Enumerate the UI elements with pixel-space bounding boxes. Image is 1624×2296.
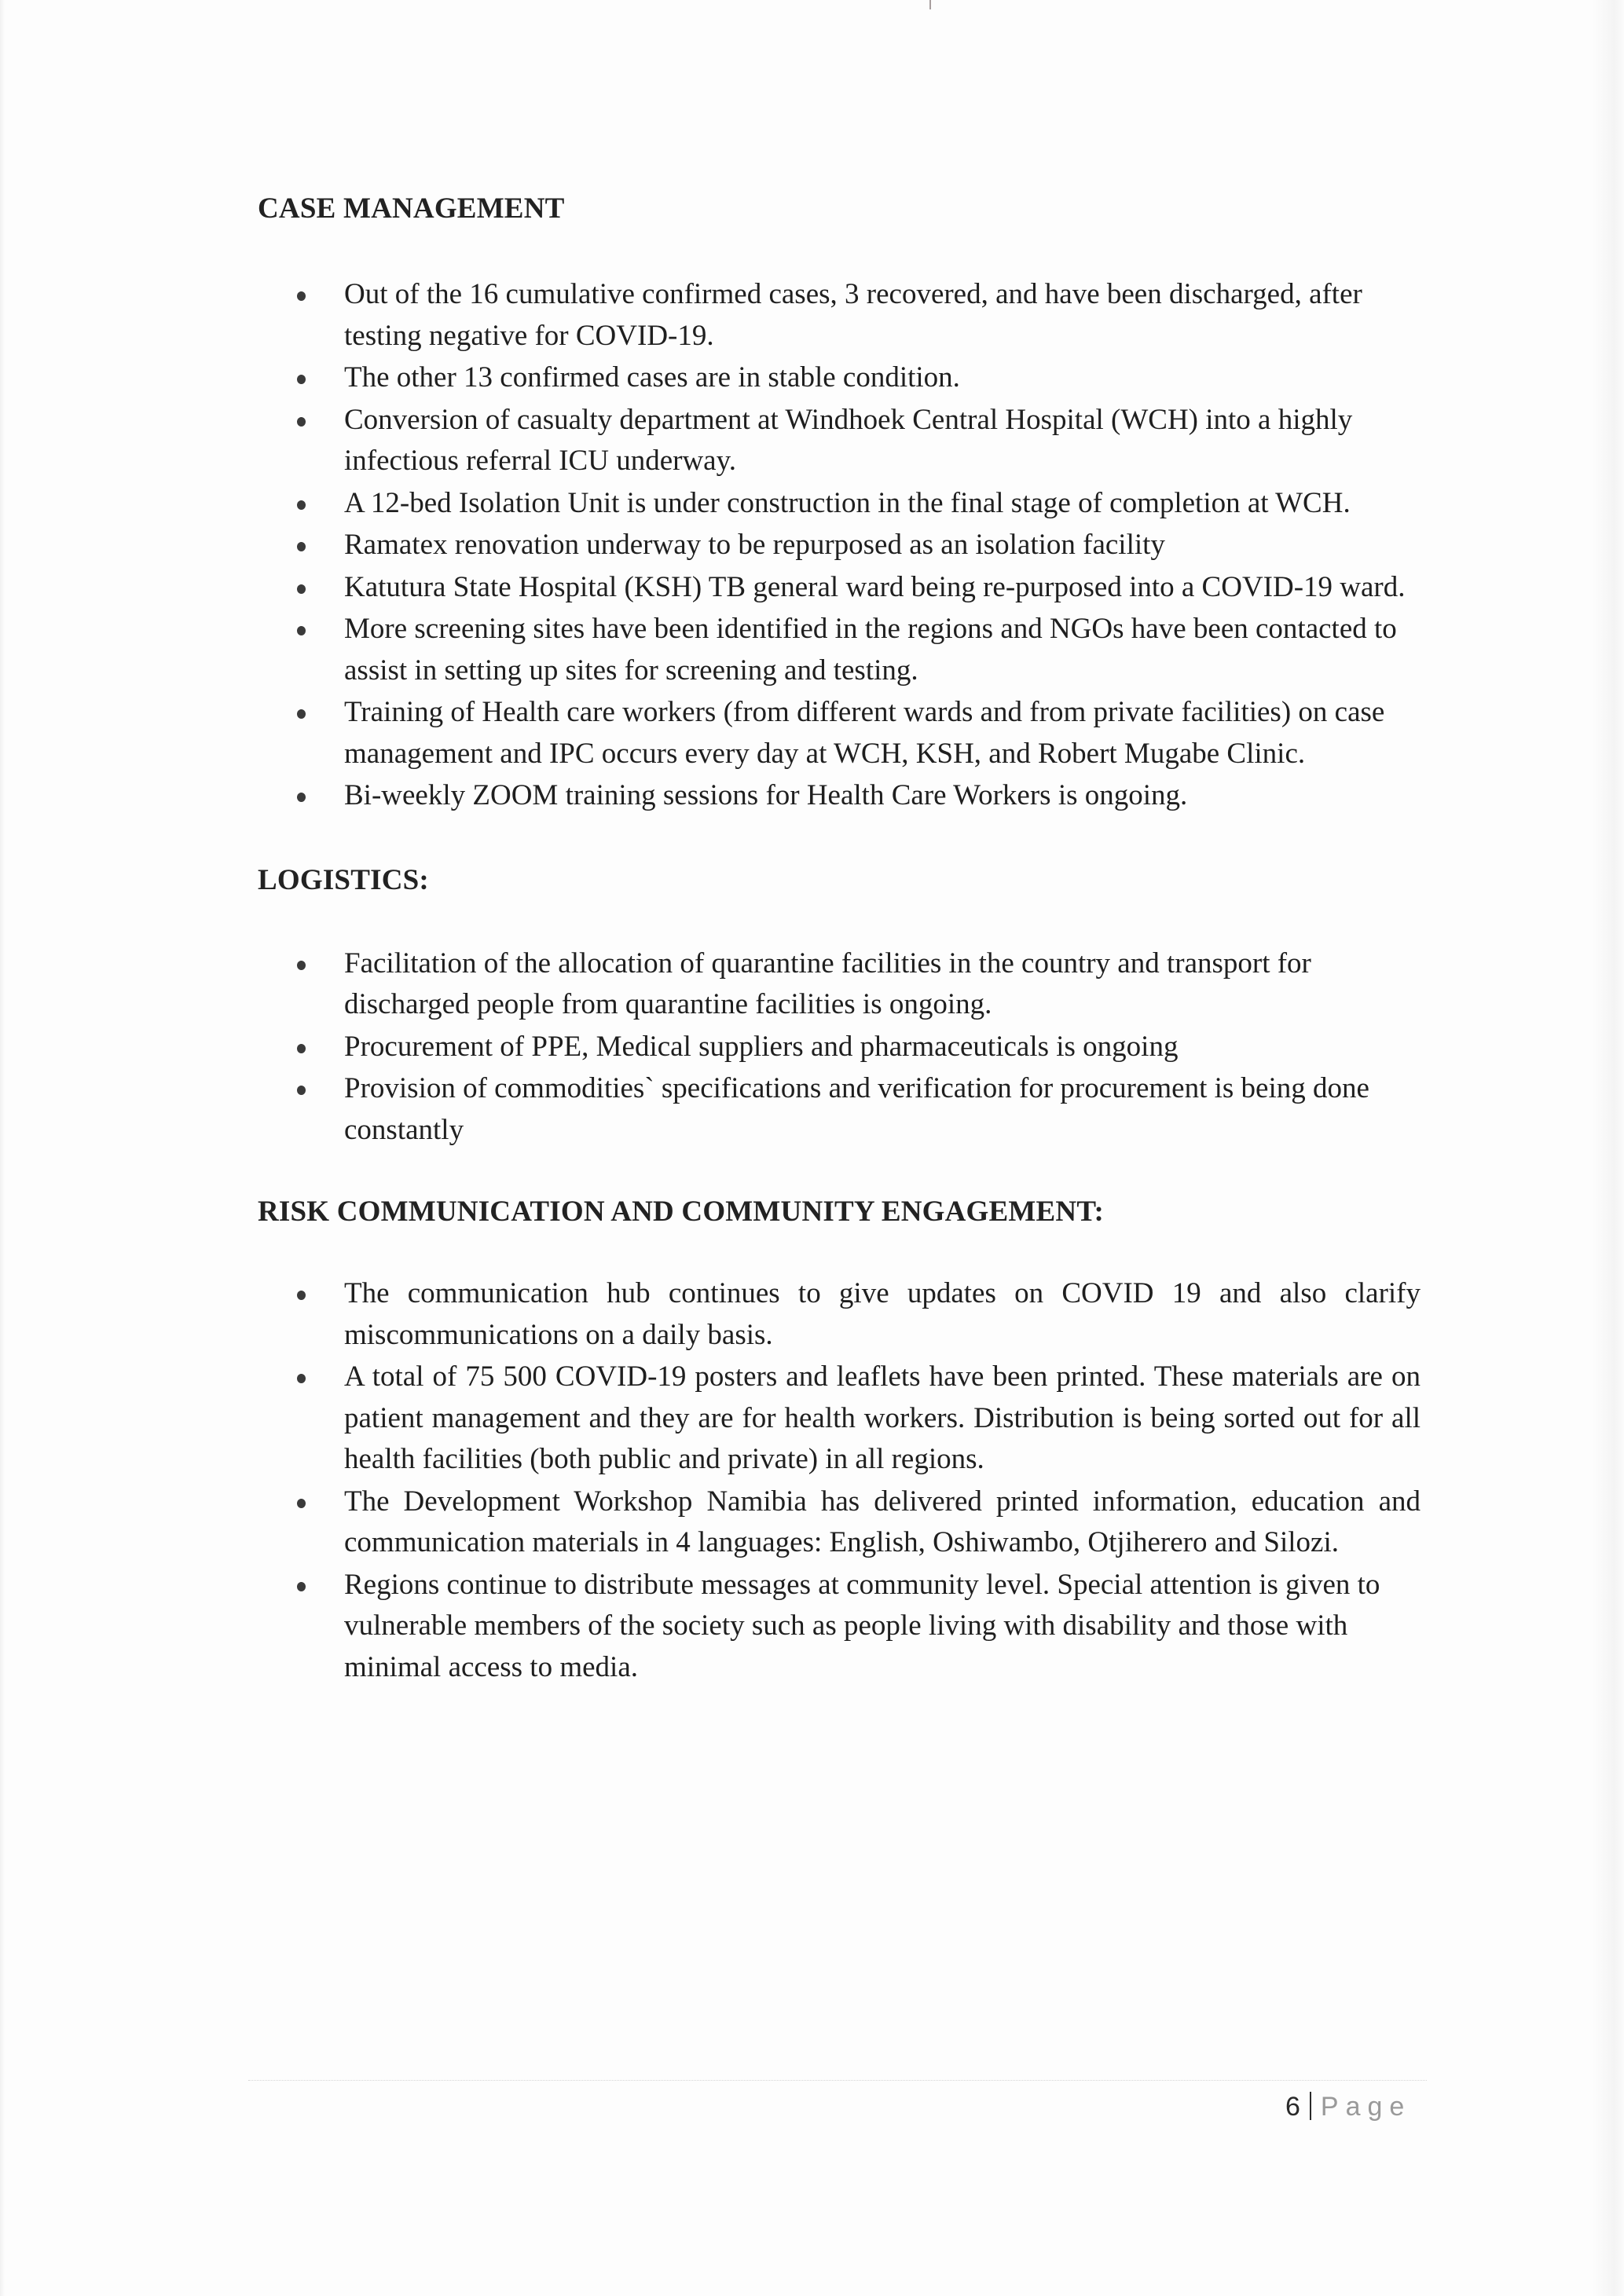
bullet-icon: [297, 793, 306, 802]
section-risk-communication: [258, 1192, 1421, 1688]
list-item-text: Out of the 16 cumulative confirmed cases, 3 recovered, and have been discharged, after testing negative for COVID-19.: [344, 278, 1362, 352]
bullet-icon: [297, 1291, 306, 1300]
bullet-icon: [297, 584, 306, 594]
list-item: [258, 1027, 1421, 1068]
list-item-text: The other 13 confirmed cases are in stable condition.: [344, 361, 960, 394]
list-item: [258, 1068, 1421, 1151]
page-footer: [1285, 2091, 1411, 2122]
list-item-text: Ramatex renovation underway to be repurposed as an isolation facility: [344, 529, 1165, 561]
scan-edge-right: [1593, 0, 1624, 2296]
list-item-text: Facilitation of the allocation of quarantine facilities in the country and transport for discharged people from quarantine facilities is ongoing.: [344, 947, 1311, 1020]
scan-mark: [929, 0, 931, 9]
footer-separator: [1310, 2092, 1311, 2120]
list-item: [258, 1481, 1421, 1564]
bullet-icon: [297, 417, 306, 427]
list-item-text: Bi-weekly ZOOM training sessions for Health Care Workers is ongoing.: [344, 779, 1188, 811]
bullet-icon: [297, 1374, 306, 1383]
list-item: [258, 357, 1421, 399]
footer-divider: [248, 2080, 1427, 2081]
list-item-text: Regions continue to distribute messages at community level. Special attention is given to vulnerable members of the society such as people living with disability and those with minimal access to media.: [344, 1568, 1380, 1683]
page-number: 6: [1285, 2092, 1300, 2122]
list-item: [258, 1357, 1421, 1481]
list-item-text: Katutura State Hospital (KSH) TB general ward being re-purposed into a COVID-19 ward.: [344, 570, 1406, 603]
bullet-icon: [297, 626, 306, 635]
list-item-text: Provision of commodities` specifications and verification for procurement is being done constantly: [344, 1072, 1369, 1146]
list-item-text: A total of 75 500 COVID-19 posters and leaflets have been printed. These materials are on patient management and they are for health workers. Distribution is being sorted out for all health facilities (both public and private) in all regions.: [344, 1360, 1421, 1475]
bullet-icon: [297, 500, 306, 510]
list-item: [258, 692, 1421, 774]
list-item-text: The communication hub continues to give updates on COVID 19 and also clarify miscommunications on a daily basis.: [344, 1277, 1421, 1351]
bullet-icon: [297, 375, 306, 384]
section-heading: RISK COMMUNICATION AND COMMUNITY ENGAGEMENT:: [258, 1196, 1104, 1228]
scan-edge-left: [0, 0, 5, 2296]
bullet-icon: [297, 542, 306, 551]
bullet-icon: [297, 1044, 306, 1053]
bullet-icon: [297, 1086, 306, 1095]
section-logistics: [258, 860, 1421, 1152]
section-heading: LOGISTICS:: [258, 863, 429, 896]
bullet-icon: [297, 961, 306, 970]
section-case-management: [258, 189, 1421, 817]
list-item: [258, 943, 1421, 1026]
list-item-text: More screening sites have been identified in the regions and NGOs have been contacted to assist in setting up sites for screening and testing.: [344, 613, 1397, 687]
bullet-icon: [297, 1582, 306, 1591]
list-item: [258, 775, 1421, 817]
list-item: [258, 1273, 1421, 1356]
page-label: Page: [1320, 2092, 1412, 2122]
list-item: [258, 483, 1421, 525]
bullet-icon: [297, 1499, 306, 1508]
bullet-list: [258, 274, 1421, 817]
bullet-list: [258, 943, 1421, 1152]
list-item: [258, 567, 1421, 609]
list-item-text: A 12-bed Isolation Unit is under construction in the final stage of completion at WCH.: [344, 486, 1351, 519]
list-item-text: Procurement of PPE, Medical suppliers and pharmaceuticals is ongoing: [344, 1030, 1179, 1063]
document-body: [258, 189, 1421, 1689]
bullet-icon: [297, 291, 306, 301]
bullet-list: [258, 1273, 1421, 1688]
list-item: [258, 400, 1421, 482]
section-heading: CASE MANAGEMENT: [258, 192, 565, 225]
list-item-text: Conversion of casualty department at Windhoek Central Hospital (WCH) into a highly infectious referral ICU underway.: [344, 403, 1353, 477]
list-item-text: The Development Workshop Namibia has delivered printed information, education and communication materials in 4 languages: English, Oshiwambo, Otjiherero and Silozi.: [344, 1485, 1421, 1558]
list-item: [258, 274, 1421, 357]
list-item: [258, 1565, 1421, 1689]
list-item: [258, 525, 1421, 566]
list-item: [258, 609, 1421, 691]
bullet-icon: [297, 709, 306, 719]
list-item-text: Training of Health care workers (from different wards and from private facilities) on case management and IPC occurs every day at WCH, KSH, and Robert Mugabe Clinic.: [344, 696, 1385, 770]
